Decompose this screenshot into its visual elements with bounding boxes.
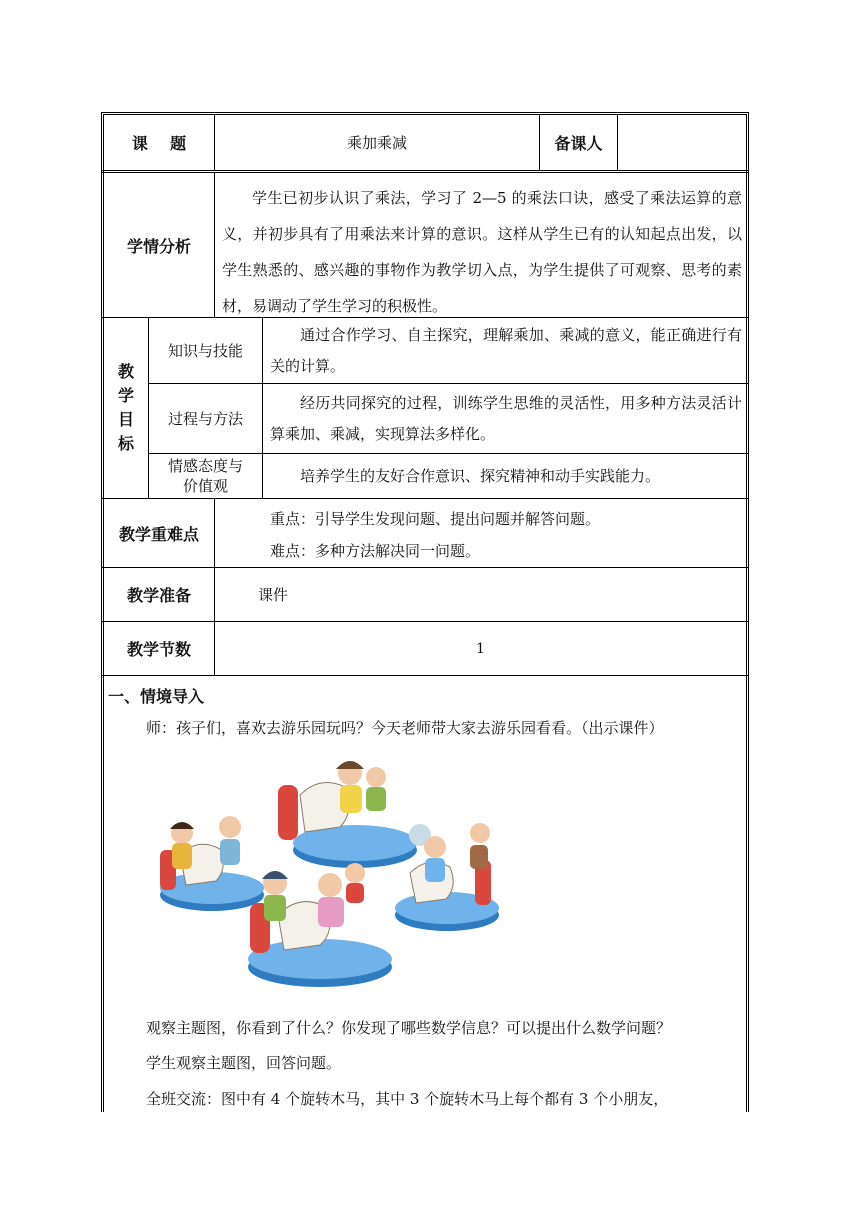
goal-text-attitude: 培养学生的友好合作意识、探究精神和动手实践能力。: [300, 467, 661, 485]
periods-value: 1: [476, 640, 485, 657]
preparation-label: 教学准备: [126, 586, 191, 605]
section-paragraph: 全班交流：图中有 4 个旋转木马，其中 3 个旋转木马上每个都有 3 个小朋友，: [146, 1090, 669, 1108]
goals-label-char: 目: [117, 410, 134, 429]
carousel-illustration: [150, 755, 510, 1005]
carousel-ride: [395, 823, 499, 931]
goal-name-process: 过程与方法: [167, 410, 243, 428]
carousel-ride: [248, 863, 392, 987]
preparer-value: [618, 115, 746, 170]
section-paragraph: 学生观察主题图，回答问题。: [146, 1054, 342, 1072]
carousel-ride: [278, 761, 417, 868]
analysis-label: 学情分析: [126, 236, 191, 256]
carousel-ride: [160, 816, 264, 911]
goal-text-knowledge: 通过合作学习、自主探究，理解乘加、乘减的意义，能正确进行有关的计算。: [270, 326, 742, 375]
topic-label: 课 题: [131, 134, 187, 153]
analysis-text: 学生已初步认识了乘法，学习了 2—5 的乘法口诀，感受了乘法运算的意义，并初步具有了用乘法来计算的意识。这样从学生已有的认知起点出发，以学生熟悉的、感兴趣的事物作为教学切入点，为学生提供了可观察、思考的素材，易调动了学生学习的积极性。: [222, 189, 742, 315]
goal-name-attitude: [149, 454, 262, 498]
topic-value: 乘加乘减: [346, 134, 407, 152]
goals-label-char: 学: [117, 386, 134, 405]
goals-label-char: 教: [117, 362, 134, 381]
col-divider: [214, 173, 215, 317]
key-point-important: 重点：引导学生发现问题、提出问题并解答问题。: [270, 510, 601, 528]
periods-label: 教学节数: [126, 640, 191, 659]
goal-name-knowledge: 知识与技能: [167, 342, 243, 360]
section-paragraph: 观察主题图，你看到了什么？你发现了哪些数学信息？可以提出什么数学问题？: [146, 1019, 672, 1037]
col-divider: [262, 317, 263, 498]
goal-name-attitude-line1: 情感态度与: [167, 457, 243, 475]
preparer-label: 备课人: [554, 134, 603, 153]
key-point-difficult: 难点：多种方法解决同一问题。: [270, 542, 481, 560]
row-divider: [101, 675, 749, 676]
goal-name-attitude-line2: 价值观: [182, 477, 228, 495]
key-points-label: 教学重难点: [118, 524, 199, 544]
preparation-value: 课件: [258, 586, 289, 604]
section-paragraph: 师：孩子们，喜欢去游乐园玩吗？今天老师带大家去游乐园看看。（出示课件）: [146, 719, 664, 737]
section-heading: 一、情境导入: [108, 687, 205, 706]
goals-label-char: 标: [117, 434, 134, 453]
goals-label: [104, 318, 148, 498]
goal-text-process: 经历共同探究的过程，训练学生思维的灵活性，用多种方法灵活计算乘加、乘减，实现算法多样化。: [270, 394, 742, 443]
